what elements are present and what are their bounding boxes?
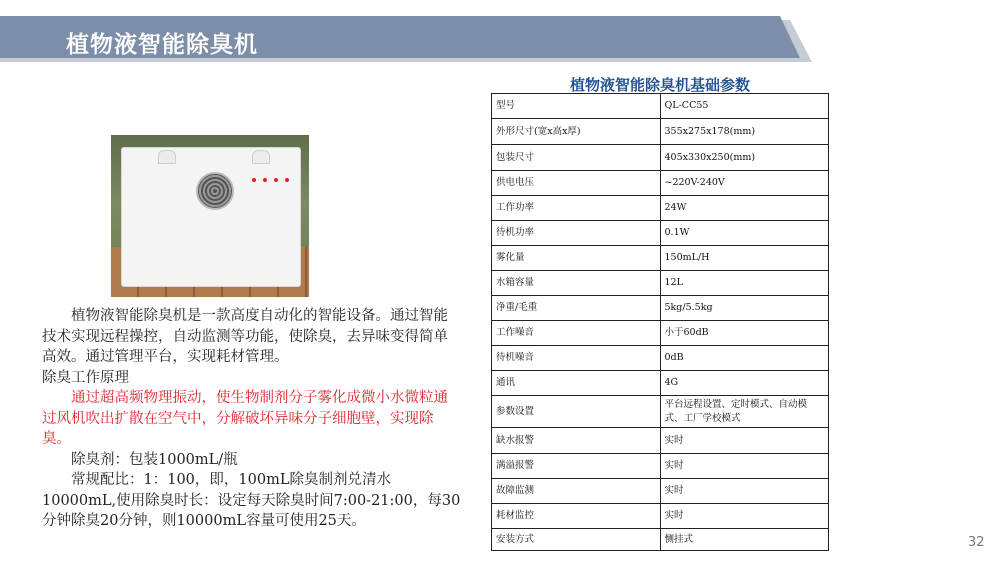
spec-label: 工作噪音 (492, 321, 661, 346)
spec-row (492, 145, 829, 171)
spec-value: 实时 (660, 454, 829, 479)
spec-value: 355x275x178(mm) (660, 119, 829, 145)
spec-row (492, 504, 829, 529)
intro-paragraph: 植物液智能除臭机是一款高度自动化的智能设备。通过智能技术实现远程操控，自动监测等功能，使除臭，去异味变得简单高效。通过管理平台，实现耗材管理。 (42, 308, 448, 365)
spec-value: 4G (660, 371, 829, 396)
spec-value: 实时 (660, 504, 829, 529)
product-photo (111, 135, 309, 297)
spec-label: 参数设置 (492, 396, 661, 428)
device-illustration (121, 147, 301, 287)
spec-value: 0.1W (660, 221, 829, 246)
page-title: 植物液智能除臭机 (66, 32, 258, 58)
spec-label: 待机噪音 (492, 346, 661, 371)
spec-row (492, 196, 829, 221)
spec-row (492, 479, 829, 504)
spec-value: 5kg/5.5kg (660, 296, 829, 321)
spec-label: 待机功率 (492, 221, 661, 246)
spec-label: 缺水报警 (492, 428, 661, 454)
spec-value: 12L (660, 271, 829, 296)
spec-row (492, 296, 829, 321)
spec-value: 0dB (660, 346, 829, 371)
spec-row (492, 346, 829, 371)
page-number: 32 (968, 535, 985, 550)
spec-table (491, 93, 829, 551)
spec-label: 安装方式 (492, 529, 661, 551)
spec-row (492, 428, 829, 454)
spec-value: QL-CC55 (660, 94, 829, 119)
spec-label: 水箱容量 (492, 271, 661, 296)
product-description (42, 306, 462, 532)
spec-label: 耗材监控 (492, 504, 661, 529)
spec-row (492, 454, 829, 479)
spec-label: 满溢报警 (492, 454, 661, 479)
spec-row (492, 371, 829, 396)
spec-value: 24W (660, 196, 829, 221)
spec-table-title: 植物液智能除臭机基础参数 (569, 76, 750, 94)
spec-value: 实时 (660, 479, 829, 504)
spec-label: 通讯 (492, 371, 661, 396)
spec-row (492, 221, 829, 246)
spec-row (492, 529, 829, 551)
indicator-lights (252, 178, 289, 182)
spec-label: 工作功率 (492, 196, 661, 221)
spec-label: 雾化量 (492, 246, 661, 271)
spec-row (492, 119, 829, 145)
spec-row (492, 321, 829, 346)
principle-heading: 除臭工作原理 (42, 369, 129, 386)
spec-label: 型号 (492, 94, 661, 119)
spec-label: 外形尺寸(宽x高x厚) (492, 119, 661, 145)
spec-row (492, 396, 829, 428)
spec-label: 故障监测 (492, 479, 661, 504)
spec-value: 405x330x250(mm) (660, 145, 829, 171)
spec-row (492, 246, 829, 271)
spec-value: ~220V-240V (660, 171, 829, 196)
fan-icon (196, 172, 234, 210)
spec-value: 小于60dB (660, 321, 829, 346)
spec-value: 实时 (660, 428, 829, 454)
principle-text: 通过超高频物理振动，使生物制剂分子雾化成微小水微粒通过风机吹出扩散在空气中，分解破坏异味分子细胞壁，实现除臭。 (42, 390, 448, 447)
spec-value: 恻挂式 (660, 529, 829, 551)
spec-value: 平台远程设置、定时模式、自动模式、工厂学校模式 (660, 396, 829, 428)
usage-info: 常规配比：1：100，即，100mL除臭制剂兑清水10000mL,使用除臭时长：设定每天除臭时间7:00-21:00，每30分钟除臭20分钟，则10000mL容量可使用25天。 (42, 472, 461, 529)
deodorant-info: 除臭剂：包装1000mL/瓶 (71, 451, 238, 468)
spec-row (492, 94, 829, 119)
spec-label: 供电电压 (492, 171, 661, 196)
spec-row (492, 171, 829, 196)
spec-value: 150mL/H (660, 246, 829, 271)
spec-label: 包装尺寸 (492, 145, 661, 171)
spec-label: 净重/毛重 (492, 296, 661, 321)
spec-row (492, 271, 829, 296)
